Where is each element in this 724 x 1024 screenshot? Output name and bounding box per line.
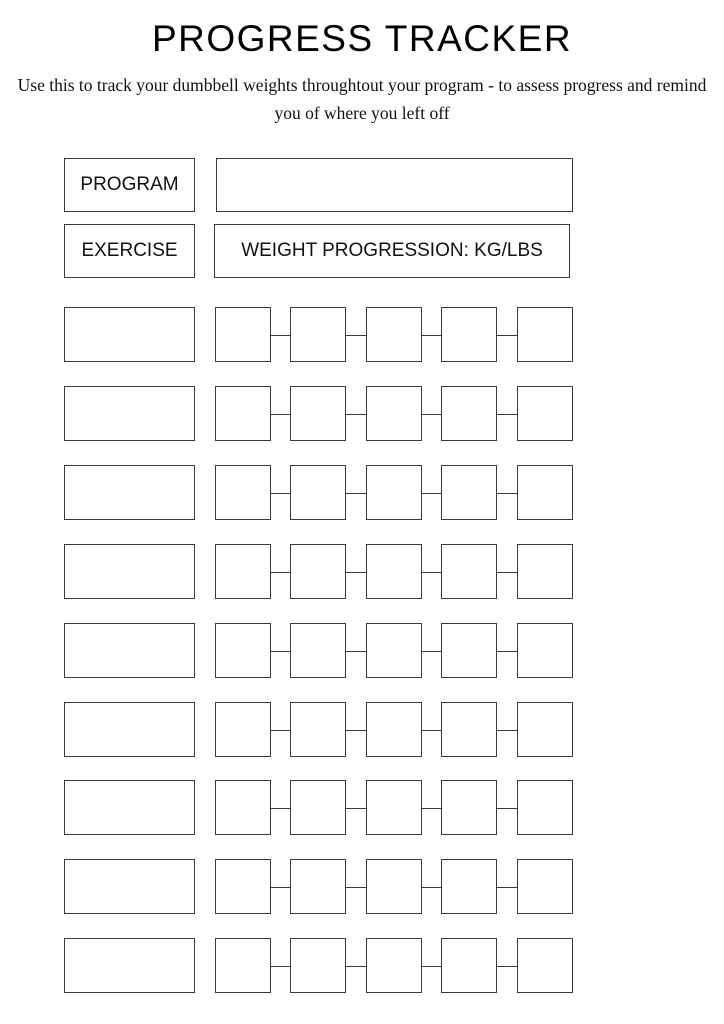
weight-cell[interactable] [290,386,346,441]
progression-connector [422,730,441,731]
progression-connector [346,414,366,415]
progression-connector [422,887,441,888]
weight-cell[interactable] [215,307,271,362]
weight-cell[interactable] [366,386,422,441]
weight-cell[interactable] [290,544,346,599]
weight-cell[interactable] [290,465,346,520]
weight-cell[interactable] [290,859,346,914]
weight-cell[interactable] [215,544,271,599]
weight-cell[interactable] [441,307,497,362]
progression-connector [422,493,441,494]
weight-cell[interactable] [366,465,422,520]
exercise-input[interactable] [64,386,195,441]
weight-cell[interactable] [441,544,497,599]
program-label: PROGRAM [64,158,195,212]
exercise-input[interactable] [64,859,195,914]
weight-cell[interactable] [290,780,346,835]
progression-connector [497,414,517,415]
exercise-input[interactable] [64,780,195,835]
exercise-input[interactable] [64,702,195,757]
weight-cell[interactable] [441,702,497,757]
progression-connector [346,572,366,573]
weight-cell[interactable] [366,859,422,914]
weight-cell[interactable] [215,623,271,678]
progression-connector [271,730,290,731]
progression-connector [271,414,290,415]
progression-connector [346,651,366,652]
progression-connector [346,493,366,494]
progression-connector [346,730,366,731]
progression-connector [271,335,290,336]
progression-connector [497,493,517,494]
weight-cell[interactable] [290,702,346,757]
weight-cell[interactable] [441,859,497,914]
weight-cell[interactable] [517,465,573,520]
weight-cell[interactable] [215,386,271,441]
progression-connector [497,730,517,731]
weight-cell[interactable] [517,386,573,441]
progression-connector [422,966,441,967]
progression-connector [346,887,366,888]
weight-cell[interactable] [366,623,422,678]
progression-connector [346,335,366,336]
weight-cell[interactable] [517,938,573,993]
weight-cell[interactable] [441,780,497,835]
weight-cell[interactable] [441,938,497,993]
progression-connector [346,808,366,809]
progression-connector [497,572,517,573]
weight-cell[interactable] [215,702,271,757]
exercise-input[interactable] [64,544,195,599]
page-title: PROGRESS TRACKER [151,18,573,59]
progression-connector [497,335,517,336]
weight-cell[interactable] [215,465,271,520]
progression-connector [271,808,290,809]
weight-cell[interactable] [517,780,573,835]
weight-cell[interactable] [366,780,422,835]
progression-connector [422,572,441,573]
weight-cell[interactable] [441,623,497,678]
weight-cell[interactable] [290,623,346,678]
weight-cell[interactable] [517,623,573,678]
progression-connector [422,335,441,336]
exercise-label: EXERCISE [64,224,195,278]
page-subtitle: Use this to track your dumbbell weights throughtout your program - to assess progress and remind you of where you left off [17,75,707,123]
weight-cell[interactable] [366,544,422,599]
exercise-input[interactable] [64,623,195,678]
weight-cell[interactable] [441,465,497,520]
progression-connector [497,808,517,809]
progression-connector [271,887,290,888]
progression-connector [497,887,517,888]
progression-connector [422,414,441,415]
exercise-input[interactable] [64,938,195,993]
progression-connector [271,572,290,573]
progression-connector [271,966,290,967]
weight-cell[interactable] [366,938,422,993]
exercise-input[interactable] [64,465,195,520]
weight-cell[interactable] [517,859,573,914]
weight-cell[interactable] [441,386,497,441]
weight-cell[interactable] [517,702,573,757]
weight-cell[interactable] [215,780,271,835]
progression-connector [271,493,290,494]
weight-cell[interactable] [517,307,573,362]
progression-connector [422,808,441,809]
progression-connector [497,966,517,967]
progression-connector [271,651,290,652]
progression-connector [497,651,517,652]
weight-cell[interactable] [366,307,422,362]
progression-connector [346,966,366,967]
weight-cell[interactable] [290,938,346,993]
weight-cell[interactable] [290,307,346,362]
weight-cell[interactable] [517,544,573,599]
weight-progression-label: WEIGHT PROGRESSION: KG/LBS [214,224,570,278]
weight-cell[interactable] [366,702,422,757]
weight-cell[interactable] [215,938,271,993]
exercise-input[interactable] [64,307,195,362]
weight-cell[interactable] [215,859,271,914]
program-input[interactable] [216,158,573,212]
progression-connector [422,651,441,652]
